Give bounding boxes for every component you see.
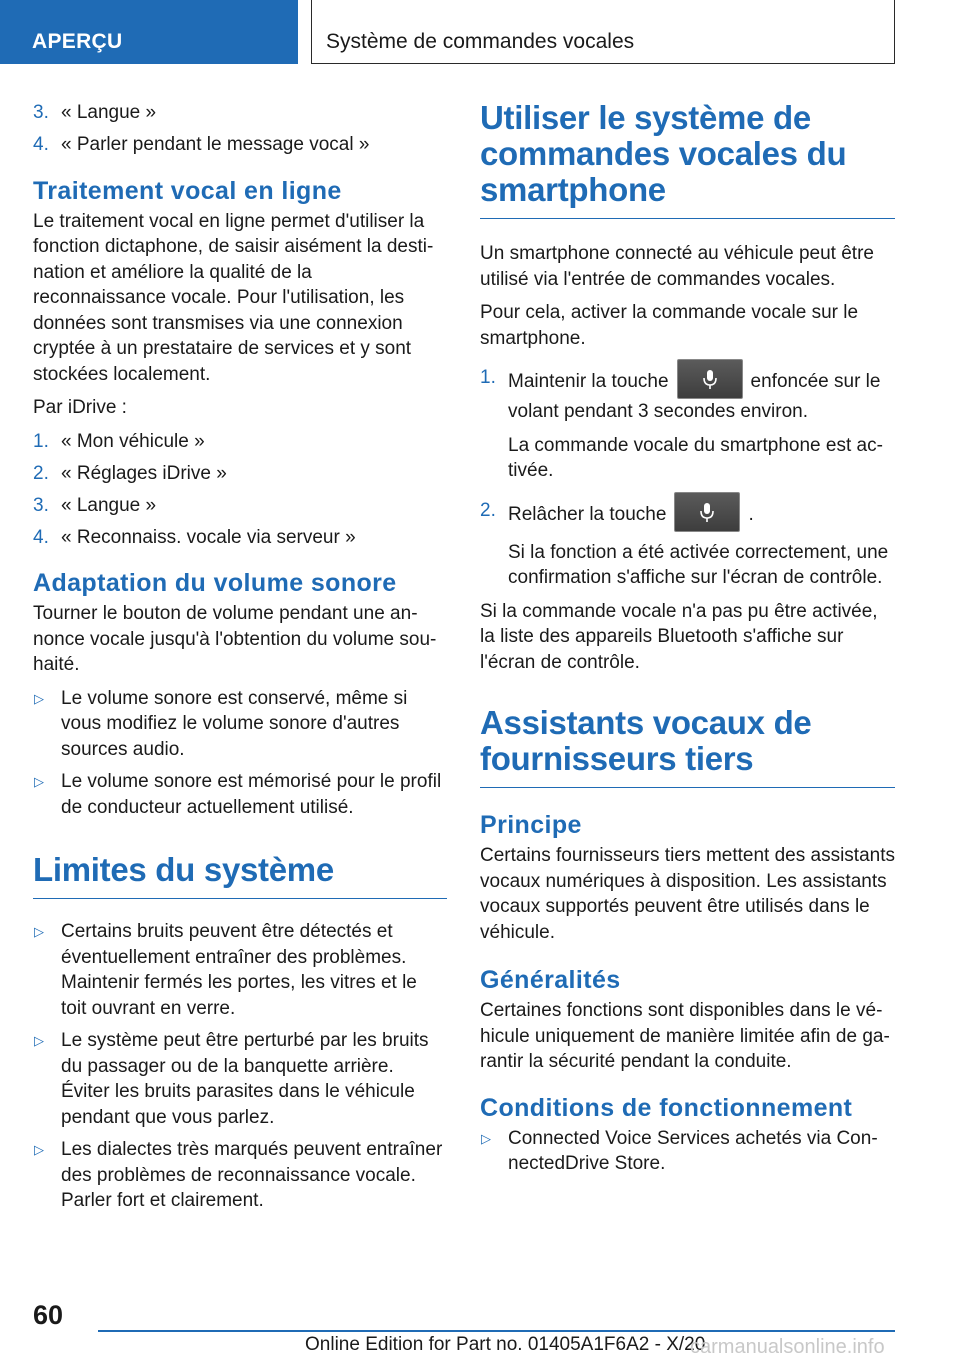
heading-conditions: Conditions de fonctionnement — [480, 1093, 853, 1122]
chapter-title: Système de commandes vocales — [311, 0, 895, 64]
list-item: 1. « Mon véhicule » — [33, 430, 205, 452]
triangle-bullet-icon: ▷ — [34, 690, 44, 706]
language-steps-continued — [33, 100, 447, 158]
list-item: ▷ Certains bruits peuvent être détectés et éventuellement entraîner des problèmes. Maintenir fermés les portes, les vitres et le toit ouvrant en verre. — [34, 921, 417, 1019]
watermark-text: carmanualsonline.info — [690, 1336, 885, 1358]
microphone-icon — [699, 502, 715, 524]
footer-rule — [98, 1330, 895, 1332]
triangle-bullet-icon: ▷ — [34, 924, 44, 939]
list-item: ▷ Connected Voice Services achetés via ConnectedDrive Store. — [481, 1127, 878, 1174]
conditions-bullets — [480, 1126, 895, 1177]
edition-text: Online Edition for Part no. 01405A1F6A2 - X/20 — [305, 1334, 706, 1355]
step1-result: La commande vocale du smartphone est activée. — [508, 434, 883, 481]
principle-body: Certains fournisseurs tiers mettent des assistants vocaux numériques à disposition. Les assistants vocaux supportés peuvent être utilisés dans le véhicule. — [480, 845, 896, 943]
list-item: 3. « Langue » — [33, 102, 157, 123]
section-tab: APERÇU — [0, 0, 298, 64]
online-voice-steps — [33, 429, 447, 551]
volume-bullets — [33, 686, 447, 821]
heading-general: Généralités — [480, 966, 621, 994]
heading-principle: Principe — [480, 811, 582, 839]
triangle-bullet-icon: ▷ — [481, 1130, 491, 1146]
list-item: 1. Maintenir la touche enfoncée sur le volant pendant 3 secondes environ. — [480, 365, 895, 425]
limits-bullets — [33, 919, 447, 1214]
list-item: 4. « Parler pendant le message vocal » — [33, 134, 370, 155]
page-number: 60 — [33, 1300, 64, 1330]
step2-result: Si la fonction a été activée correctement, une confirmation s'affiche sur l'écran de contrôle. — [508, 541, 889, 588]
smartphone-p2: Pour cela, activer la commande vocale sur le smartphone. — [480, 302, 859, 349]
voice-key-button-image — [674, 492, 740, 532]
triangle-bullet-icon: ▷ — [34, 1142, 44, 1157]
triangle-bullet-icon: ▷ — [34, 774, 44, 789]
smartphone-p1: Un smartphone connecté au véhicule peut être utilisé via l'entrée de commandes vocales. — [480, 243, 874, 290]
list-item: 3. « Langue » — [33, 494, 157, 516]
triangle-bullet-icon: ▷ — [34, 1033, 44, 1048]
online-voice-via: Par iDrive : — [33, 397, 127, 418]
volume-body: Tourner le bouton de volume pendant une annonce vocale jusqu'à l'obtention du volume souhaité. — [33, 603, 437, 675]
left-column — [33, 100, 447, 1222]
list-item: 2. Relâcher la touche . — [480, 498, 895, 532]
online-voice-body: Le traitement vocal en ligne permet d'utiliser la fonction dictaphone, de saisir aisément la destination et améliore la qualité de la reconnaissance vocale. Pour l'utilisation, les données sont transmises via une connexion cryptée à un prestataire de services et y sont stockées localement. — [33, 210, 434, 385]
right-column — [480, 100, 895, 1185]
list-item: ▷ Le volume sonore est mémorisé pour le profil de conducteur actuellement utilisé. — [34, 771, 442, 818]
heading-system-limits: Limites du système — [33, 852, 447, 899]
list-item: ▷ Le système peut être perturbé par les bruits du passager ou de la banquette arrière. Éviter les bruits parasites dans le véhicule pendant que vous parlez. — [34, 1030, 429, 1128]
heading-third-party-assistants: Assistants vocaux de fournisseurs tiers — [480, 705, 895, 788]
list-item: ▷ Les dialectes très marqués peuvent entraîner des problèmes de reconnaissance vocale. Parler fort et clairement. — [34, 1139, 443, 1211]
list-item: 4. « Reconnaiss. vocale via serveur » — [33, 526, 356, 548]
list-item: 2. « Réglages iDrive » — [33, 462, 227, 484]
smartphone-steps-2 — [480, 498, 895, 532]
list-item: ▷ Le volume sonore est conservé, même si vous modifiez le volume sonore d'autres sources audio. — [34, 687, 408, 760]
heading-smartphone-voice: Utiliser le système de commandes vocales du smartphone — [480, 100, 895, 219]
microphone-icon — [702, 369, 718, 391]
voice-key-button-image — [677, 359, 743, 399]
heading-online-voice: Traitement vocal en ligne — [33, 176, 342, 205]
heading-volume: Adaptation du volume sonore — [33, 569, 397, 597]
smartphone-p3: Si la commande vocale n'a pas pu être activée, la liste des appareils Bluetooth s'affiche sur l'écran de contrôle. — [480, 600, 878, 673]
general-body: Certaines fonctions sont disponibles dans le véhicule uniquement de manière limitée afin de garantir la sécurité pendant la conduite. — [480, 1000, 890, 1072]
smartphone-steps — [480, 365, 895, 425]
